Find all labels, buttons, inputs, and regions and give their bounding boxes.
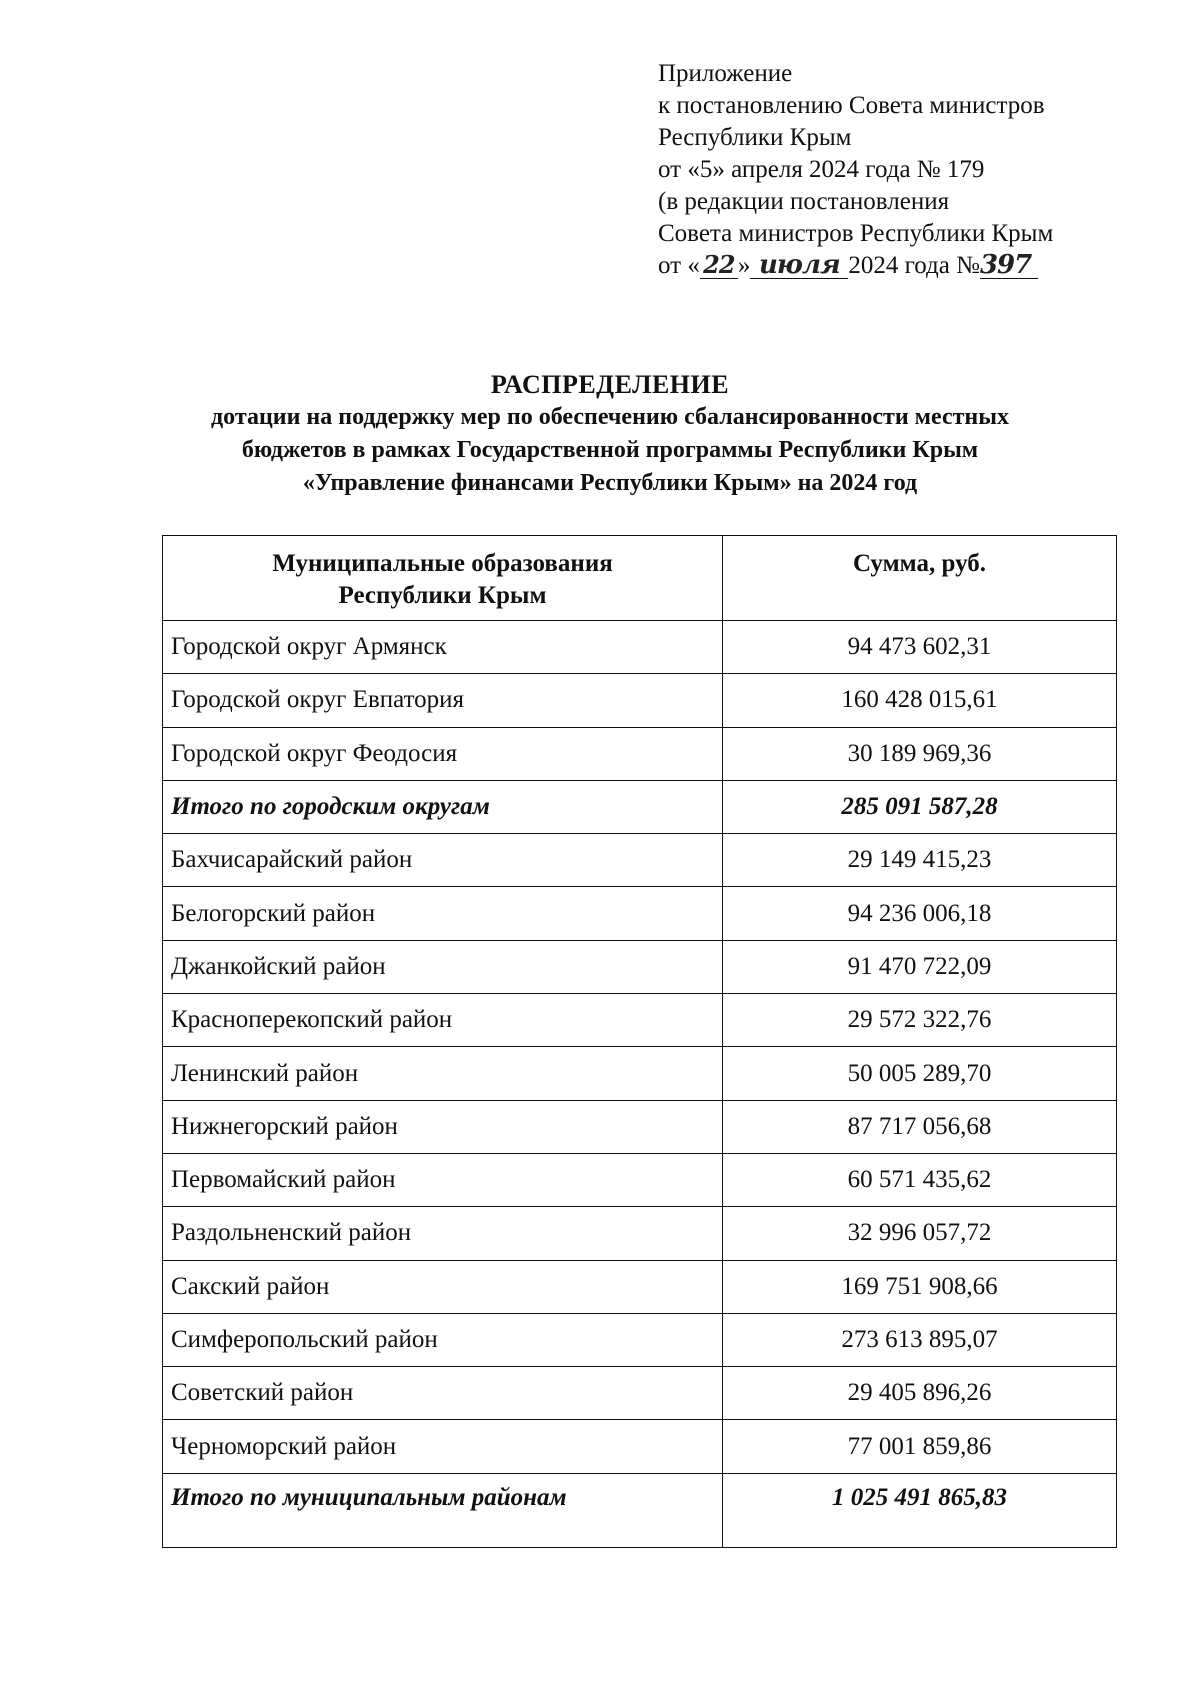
subtotal-row: [163, 780, 1117, 833]
amount-cell: 91 470 722,09: [723, 940, 1117, 993]
municipality-name-cell: Первомайский район: [163, 1153, 723, 1206]
amount-cell: 60 571 435,62: [723, 1153, 1117, 1206]
municipality-name-cell: Сакский район: [163, 1260, 723, 1313]
municipality-name-cell: Раздольненский район: [163, 1207, 723, 1260]
handwritten-month: июля: [750, 252, 848, 279]
amount-cell: 29 405 896,26: [723, 1367, 1117, 1420]
amount-cell: 29 572 322,76: [723, 994, 1117, 1047]
appendix-line-5: (в редакции постановления: [658, 188, 950, 215]
table-row: [163, 1207, 1117, 1260]
distribution-table: [162, 535, 1117, 1548]
municipality-name-cell: Городской округ Феодосия: [163, 727, 723, 780]
table-row: [163, 994, 1117, 1047]
appendix-year: 2024 года №: [848, 252, 980, 279]
amount-cell: 285 091 587,28: [723, 780, 1117, 833]
amount-cell: 77 001 859,86: [723, 1420, 1117, 1473]
table-row: [163, 940, 1117, 993]
municipality-name-cell: Ленинский район: [163, 1047, 723, 1100]
table-row: [163, 621, 1117, 674]
appendix-line-3: Республики Крым: [658, 124, 852, 151]
appendix-header: [658, 58, 1178, 282]
title-line-2: бюджетов в рамках Государственной программы Республики Крым: [241, 437, 979, 463]
handwritten-number: 397: [980, 252, 1038, 279]
header-municipality-line-1: Муниципальные образования: [272, 550, 613, 577]
amount-cell: 94 236 006,18: [723, 887, 1117, 940]
appendix-date-prefix: от «: [658, 252, 700, 279]
table-header-row: [163, 536, 1117, 621]
handwritten-day: 22: [700, 252, 738, 279]
amount-cell: 94 473 602,31: [723, 621, 1117, 674]
amount-cell: 169 751 908,66: [723, 1260, 1117, 1313]
table-body: [163, 621, 1117, 1548]
municipality-name-cell: Нижнегорский район: [163, 1100, 723, 1153]
table-row: [163, 1313, 1117, 1366]
municipality-name-cell: Джанкойский район: [163, 940, 723, 993]
appendix-date-quote: »: [737, 252, 751, 279]
municipality-name-cell: Белогорский район: [163, 887, 723, 940]
title-line-1: дотации на поддержку мер по обеспечению сбалансированности местных: [211, 404, 1009, 430]
amount-cell: 50 005 289,70: [723, 1047, 1117, 1100]
table-row: [163, 1367, 1117, 1420]
amount-cell: 30 189 969,36: [723, 727, 1117, 780]
table-row: [163, 1153, 1117, 1206]
appendix-line-4: от «5» апреля 2024 года № 179: [658, 156, 985, 183]
appendix-line-7: [658, 250, 1178, 282]
amount-cell: 160 428 015,61: [723, 674, 1117, 727]
appendix-line-6: Совета министров Республики Крым: [658, 220, 1054, 247]
amount-cell: 273 613 895,07: [723, 1313, 1117, 1366]
municipality-name-cell: Красноперекопский район: [163, 994, 723, 1047]
table-row: [163, 834, 1117, 887]
table-row: [163, 727, 1117, 780]
table-row: [163, 1260, 1117, 1313]
appendix-line-1: Приложение: [658, 60, 793, 87]
table-row: [163, 887, 1117, 940]
appendix-line-2: к постановлению Совета министров: [658, 92, 1045, 119]
title-main: РАСПРЕДЕЛЕНИЕ: [490, 370, 730, 399]
municipality-name-cell: Городской округ Армянск: [163, 621, 723, 674]
table-row: [163, 1047, 1117, 1100]
header-amount: Сумма, руб.: [723, 536, 1117, 621]
title-line-3: «Управление финансами Республики Крым» на 2024 год: [302, 470, 918, 496]
table-row: [163, 1420, 1117, 1473]
municipality-name-cell: Советский район: [163, 1367, 723, 1420]
municipality-name-cell: Симферопольский район: [163, 1313, 723, 1366]
municipality-name-cell: Городской округ Евпатория: [163, 674, 723, 727]
municipality-name-cell: Итого по муниципальным районам: [163, 1473, 723, 1547]
amount-cell: 87 717 056,68: [723, 1100, 1117, 1153]
header-municipality: [163, 536, 723, 621]
amount-cell: 32 996 057,72: [723, 1207, 1117, 1260]
municipality-name-cell: Бахчисарайский район: [163, 834, 723, 887]
amount-cell: 29 149 415,23: [723, 834, 1117, 887]
municipality-name-cell: Черноморский район: [163, 1420, 723, 1473]
subtotal-row: [163, 1473, 1117, 1547]
table-row: [163, 1100, 1117, 1153]
header-municipality-line-2: Республики Крым: [338, 582, 547, 609]
amount-cell: 1 025 491 865,83: [723, 1473, 1117, 1547]
document-title: [120, 368, 1100, 500]
table-row: [163, 674, 1117, 727]
municipality-name-cell: Итого по городским округам: [163, 780, 723, 833]
